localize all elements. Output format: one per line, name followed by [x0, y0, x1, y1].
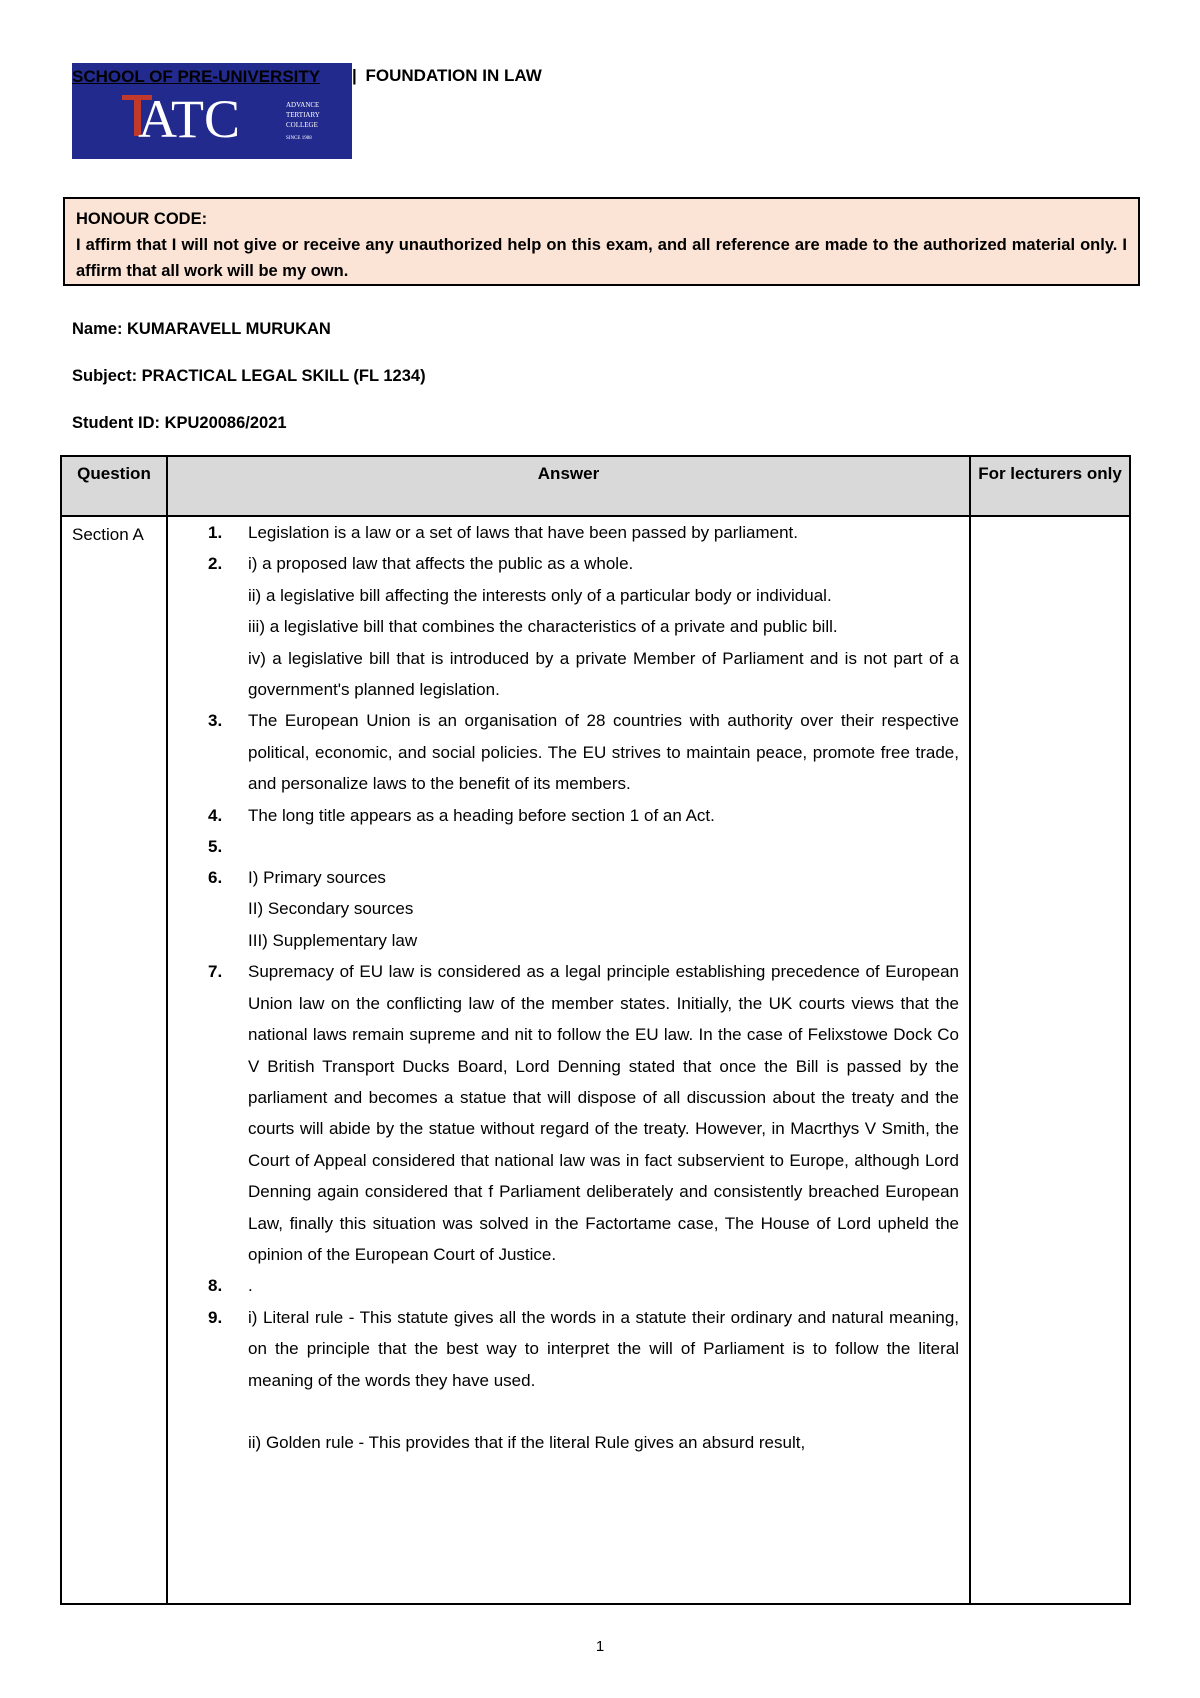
answer-text: Legislation is a law or a set of laws that have been passed by parliament.: [248, 523, 798, 542]
answer-subpoint: i) Literal rule - This statute gives all the words in a statute their ordinary and natural meaning, on the principle that the best way to interpret the will of Parliament is to follow the literal meaning of the words they have used.: [248, 1307, 959, 1390]
answer-subpoint: ii) Golden rule - This provides that if the literal Rule gives an absurd result,: [248, 1432, 806, 1452]
answer-item-9: [208, 1302, 959, 1459]
atc-logo-mark: [108, 81, 348, 151]
answer-subpoint: i) a proposed law that affects the public as a whole.: [248, 554, 634, 574]
section-label: Section A: [61, 516, 167, 1604]
lecturers-cell: [970, 516, 1130, 1604]
paragraph-gap: [248, 1396, 959, 1427]
subject-line: Subject: PRACTICAL LEGAL SKILL (FL 1234): [72, 367, 426, 385]
student-name: Name: KUMARAVELL MURUKAN: [72, 320, 331, 338]
answer-text: The European Union is an organisation of 28 countries with authority over their respective political, economic, and social policies. The EU strives to maintain peace, promote free trade, and personalize laws to the benefit of its members.: [248, 711, 959, 794]
answer-header: Answer: [167, 456, 970, 516]
logo-tagline-2: TERTIARY: [286, 111, 320, 119]
answer-item-7: [208, 956, 959, 1270]
answer-number: 2.: [208, 554, 223, 574]
college-logo: [72, 63, 352, 159]
answer-number: 8.: [208, 1276, 223, 1296]
program-name: FOUNDATION IN LAW: [365, 66, 542, 85]
program-header: [352, 66, 542, 86]
header-separator: |: [352, 66, 357, 85]
page-number: 1: [595, 1638, 605, 1655]
lecturers-header: For lecturers only: [970, 456, 1130, 516]
answer-item-8: [208, 1270, 959, 1301]
honour-code-statement: I affirm that I will not give or receive any unauthorized help on this exam, and all reference are made to the authorized material only. I affirm that all work will be my own.: [76, 236, 1127, 280]
answer-subpoint: III) Supplementary law: [248, 930, 418, 950]
answer-item-1: [208, 517, 959, 548]
answer-number: 4.: [208, 805, 223, 825]
answer-text: The long title appears as a heading before section 1 of an Act.: [248, 805, 715, 825]
honour-code-title: HONOUR CODE:: [76, 210, 208, 228]
honour-code-box: [63, 197, 1140, 286]
answer-text: .: [248, 1276, 253, 1296]
answer-number: 3.: [208, 711, 223, 731]
logo-tagline-3: COLLEGE: [286, 121, 318, 129]
answer-number: 1.: [208, 523, 223, 542]
answer-item-6: [208, 862, 959, 956]
table-row: [61, 516, 1130, 1604]
answer-subpoint: iv) a legislative bill that is introduced by a private Member of Parliament and is not part of a government's planned legislation.: [248, 648, 959, 700]
answer-item-5: [208, 831, 959, 862]
table-header-row: [61, 456, 1130, 516]
answer-item-3: [208, 705, 959, 799]
answer-subpoint: I) Primary sources: [248, 868, 386, 888]
answer-subpoint: iii) a legislative bill that combines the characteristics of a private and public bill.: [248, 617, 838, 637]
answer-cell: [167, 516, 970, 1604]
answer-number: 6.: [208, 868, 223, 888]
answer-item-2: [208, 548, 959, 705]
answer-subpoint: ii) a legislative bill affecting the interests only of a particular body or individual.: [248, 585, 832, 605]
answer-table: [60, 455, 1131, 1605]
logo-text: ATC: [138, 89, 241, 149]
logo-tagline-4: SINCE 1988: [286, 136, 312, 141]
answer-number: 9.: [208, 1307, 223, 1327]
answer-item-4: [208, 800, 959, 831]
answer-text: Supremacy of EU law is considered as a legal principle establishing precedence of European Union law on the conflicting law of the member states. Initially, the UK courts views that the national laws remain supreme and nit to follow the EU law. In the case of Felixstowe Dock Co V British Transport Ducks Board, Lord Denning stated that once the Bill is passed by the parliament and becomes a statue that will dispose of all discussion about the treaty and the courts will abide by the statue without regard of the treaty. However, in Macrthys V Smith, the Court of Appeal considered that national law was in fact subservient to Europe, although Lord Denning again considered that f Parliament deliberately and consistently breached European Law, finally this situation was solved in the Factortame case, The House of Lord upheld the opinion of the European Court of Justice.: [248, 962, 959, 1264]
answer-number: 7.: [208, 962, 223, 982]
school-name: SCHOOL OF PRE-UNIVERSITY: [72, 67, 321, 86]
answer-list: [208, 517, 959, 1458]
question-header: Question: [61, 456, 167, 516]
student-id: Student ID: KPU20086/2021: [72, 414, 287, 432]
answer-subpoint: II) Secondary sources: [248, 899, 414, 919]
logo-tagline-1: ADVANCE: [286, 101, 320, 109]
answer-number: 5.: [208, 837, 223, 857]
